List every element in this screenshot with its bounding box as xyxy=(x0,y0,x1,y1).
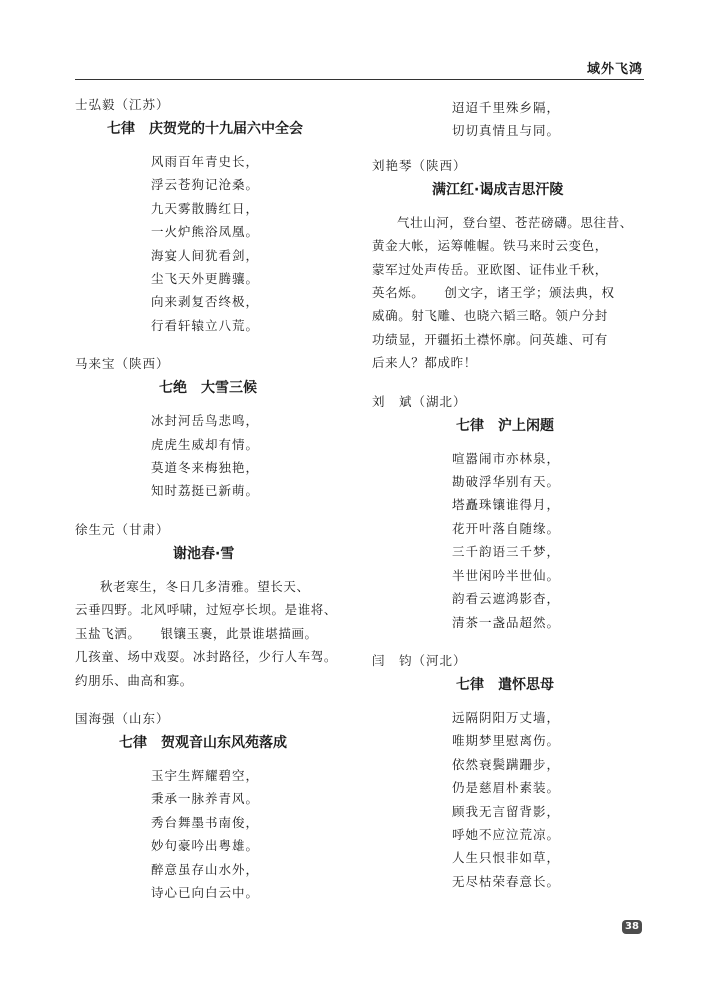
poem-title: 七律 贺观音山东风苑落成 xyxy=(119,734,287,751)
header-rule xyxy=(75,79,644,80)
poem-line: 虎虎生威却有情。 xyxy=(151,436,260,452)
poem-line: 诗心已向白云中。 xyxy=(151,884,260,900)
prose-line: 英名烁。 创文字，诸王学；颁法典，权 xyxy=(372,285,615,301)
poem-line: 妙句豪吟出粤雄。 xyxy=(151,838,260,854)
prose-line: 约朋乐、曲高和寡。 xyxy=(75,672,193,688)
right-column xyxy=(372,96,662,911)
poem-line: 秉承一脉养青风。 xyxy=(151,791,260,807)
poem-line: 尘飞天外更腾骧。 xyxy=(151,271,260,287)
prose-line: 玉盐飞洒。 银镶玉裹，此景谁堪描画。 xyxy=(75,625,318,641)
prose-line: 功绩显，开疆拓土襟怀廓。问英雄、可有 xyxy=(372,331,608,347)
poem-block xyxy=(372,157,662,375)
poem-line: 行看轩辕立八荒。 xyxy=(151,317,260,333)
poem-line: 浮云苍狗记沧桑。 xyxy=(151,177,260,193)
poem-line: 知时荔挺已新萌。 xyxy=(151,483,260,499)
poem-line: 切切真情且与同。 xyxy=(452,123,561,139)
poem-block xyxy=(75,521,365,692)
poem-line: 依然衰鬓蹒跚步， xyxy=(452,756,561,772)
poem-line: 清茶一盏品超然。 xyxy=(452,614,561,630)
poem-line: 醉意虽存山水外， xyxy=(151,861,260,877)
poem-line: 仍是慈眉朴素装。 xyxy=(452,780,561,796)
prose-line: 几孩童、场中戏耍。冰封路径，少行人车驾。 xyxy=(75,649,338,665)
poem-block xyxy=(75,96,365,337)
poem-line: 秀台舞墨书南俊， xyxy=(151,814,260,830)
poem-line: 三千韵语三千梦， xyxy=(452,544,561,560)
prose-line: 威确。射飞雕、也晓六韬三略。领户分封 xyxy=(372,308,608,324)
poem-author: 闫 钧（河北） xyxy=(372,652,467,668)
poem-line: 唯期梦里慰离伤。 xyxy=(452,733,561,749)
poem-line: 一火炉熊浴凤凰。 xyxy=(151,224,260,240)
poem-continuation xyxy=(372,96,662,143)
poem-line: 迢迢千里殊乡隔， xyxy=(452,100,561,115)
section-header: 域外飞鸿 xyxy=(586,62,643,77)
poem-line: 玉宇生辉耀碧空， xyxy=(151,767,260,783)
poem-line: 勘破浮华别有天。 xyxy=(452,474,561,490)
poem-block xyxy=(75,355,365,503)
poem-title: 七绝 大雪三候 xyxy=(159,380,257,397)
poem-line: 莫道冬来梅独艳， xyxy=(151,460,260,476)
poem-line: 九天雾散腾红日， xyxy=(151,200,260,216)
poem-author: 刘 斌（湖北） xyxy=(372,393,467,409)
poem-line: 塔矗珠镶谁得月， xyxy=(452,497,561,513)
poem-line: 顾我无言留背影， xyxy=(452,803,561,819)
poem-title: 七律 庆贺党的十九届六中全会 xyxy=(107,121,303,137)
left-column xyxy=(75,96,365,922)
poem-block xyxy=(75,710,365,904)
poem-line: 无尽枯荣春意长。 xyxy=(452,873,561,889)
poem-title: 七律 沪上闲题 xyxy=(456,417,554,434)
poem-line: 韵看云遮鸿影杳， xyxy=(452,591,561,607)
poem-line: 花开叶落自随缘。 xyxy=(452,520,561,536)
poem-title: 七律 遣怀思母 xyxy=(456,676,554,693)
poem-line: 喧嚣闹市亦林泉， xyxy=(452,450,561,466)
poem-title: 谢池春·雪 xyxy=(173,545,235,562)
poem-line: 风雨百年青史长， xyxy=(151,154,260,169)
page-number-badge: 38 xyxy=(622,920,642,934)
poem-line: 向来剥复否终极， xyxy=(151,294,260,310)
poem-author: 马来宝（陕西） xyxy=(75,356,170,372)
poem-author: 徐生元（甘肃） xyxy=(75,521,170,537)
poem-block xyxy=(372,652,662,893)
poem-author: 刘艳琴（陕西） xyxy=(372,157,467,173)
poem-line: 远隔阴阳万丈墙， xyxy=(452,709,561,725)
poem-line: 呼她不应泣荒凉。 xyxy=(452,826,561,842)
poem-block xyxy=(372,393,662,634)
poem-line: 海宴人间犹看剑， xyxy=(151,247,260,263)
prose-line: 秋老寒生，冬日几多清雅。望长天、 xyxy=(100,578,310,594)
poem-line: 人生只恨非如草， xyxy=(452,850,561,866)
prose-line: 气壮山河，登台望、苍茫磅礴。思往昔、 xyxy=(397,214,633,230)
poem-author: 士弘毅（江苏） xyxy=(75,97,170,112)
poem-line: 半世闲吟半世仙。 xyxy=(452,567,561,583)
poem-title: 满江红·谒成吉思汗陵 xyxy=(432,181,564,198)
prose-line: 蒙军过处声传岳。亚欧图、证伟业千秋， xyxy=(372,261,608,277)
prose-line: 云垂四野。北风呼啸，过短亭长坝。是谁将、 xyxy=(75,602,338,618)
prose-line: 后来人？都成昨！ xyxy=(372,355,477,371)
prose-line: 黄金大帐，运筹帷幄。铁马来时云变色， xyxy=(372,238,608,254)
poem-line: 冰封河岳鸟悲鸣， xyxy=(151,413,260,429)
poem-author: 国海强（山东） xyxy=(75,710,170,726)
